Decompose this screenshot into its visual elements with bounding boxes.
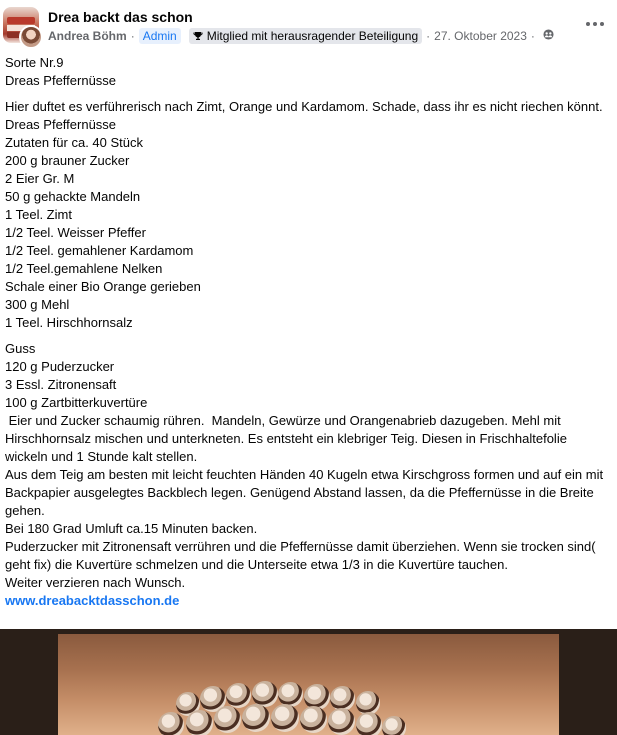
text-line: 300 g Mehl xyxy=(5,297,70,312)
text-line: 1/2 Teel.gemahlene Nelken xyxy=(5,261,163,276)
author-avatar[interactable] xyxy=(19,25,43,49)
text-line: 3 Essl. Zitronensaft xyxy=(5,377,117,392)
post-photo[interactable] xyxy=(0,629,617,735)
more-horizontal-icon xyxy=(586,22,590,26)
member-badge[interactable] xyxy=(189,28,422,44)
trophy-icon xyxy=(193,31,203,41)
text-line: Dreas Pfeffernüsse xyxy=(5,73,117,88)
author-name[interactable]: Andrea Böhm xyxy=(48,29,127,43)
pfeffernuesse-image xyxy=(58,634,559,735)
text-line: 120 g Puderzucker xyxy=(5,359,115,374)
separator-dot: · xyxy=(130,29,135,43)
text-line: Puderzucker mit Zitronensaft verrühren und die Pfeffernüsse damit überziehen. Wenn sie trocken sind( geht fix) die Kuvertüre schmelzen und die Unterseite etwa 1/3 in die Kuvertüre tauchen. xyxy=(5,539,596,572)
member-badge-label: Mitglied mit herausragender Beteiligung xyxy=(206,29,419,43)
post-date[interactable]: 27. Oktober 2023 xyxy=(434,29,527,43)
text-line: 2 Eier Gr. M xyxy=(5,171,75,186)
text-line: 1/2 Teel. Weisser Pfeffer xyxy=(5,225,146,240)
text-line: 100 g Zartbitterkuvertüre xyxy=(5,395,148,410)
admin-badge[interactable]: Admin xyxy=(139,28,181,44)
text-line: Hier duftet es verführerisch nach Zimt, Orange und Kardamom. Schade, dass ihr es nicht riechen könnt. xyxy=(5,99,603,114)
post-text xyxy=(5,54,605,610)
text-line: Dreas Pfeffernüsse xyxy=(5,117,117,132)
group-icon xyxy=(543,29,554,43)
text-line: Weiter verzieren nach Wunsch. xyxy=(5,575,186,590)
website-link[interactable]: www.dreabacktdasschon.de xyxy=(5,593,180,608)
text-line: 1/2 Teel. gemahlener Kardamom xyxy=(5,243,194,258)
text-line: Guss xyxy=(5,341,36,356)
separator-dot: · xyxy=(530,29,535,43)
text-line: Schale einer Bio Orange gerieben xyxy=(5,279,201,294)
text-line: Bei 180 Grad Umluft ca.15 Minuten backen. xyxy=(5,521,258,536)
text-line: 50 g gehackte Mandeln xyxy=(5,189,141,204)
text-line: 1 Teel. Zimt xyxy=(5,207,72,222)
text-line: 200 g brauner Zucker xyxy=(5,153,130,168)
group-name[interactable]: Drea backt das schon xyxy=(48,9,193,25)
separator-dot: · xyxy=(426,29,431,43)
post-header xyxy=(0,0,617,50)
text-line: Aus dem Teig am besten mit leicht feuchten Händen 40 Kugeln etwa Kirschgross formen und auf ein mit Backpapier ausgelegtes Backblech legen. Genügend Abstand lassen, da die Pfeffernüsse in die Breite gehen. xyxy=(5,467,604,518)
text-line: Eier und Zucker schaumig rühren. Mandeln, Gewürze und Orangenabrieb dazugeben. Mehl mit Hirschhornsalz mischen und unterkneten. Es entsteht ein klebriger Teig. Diesen in Frischhaltefolie wickeln und 1 Stunde kalt stellen. xyxy=(5,413,571,464)
text-line: 1 Teel. Hirschhornsalz xyxy=(5,315,133,330)
text-line: Zutaten für ca. 40 Stück xyxy=(5,135,144,150)
post-meta xyxy=(48,27,554,45)
more-options-button[interactable] xyxy=(583,12,607,36)
text-line: Sorte Nr.9 xyxy=(5,55,64,70)
